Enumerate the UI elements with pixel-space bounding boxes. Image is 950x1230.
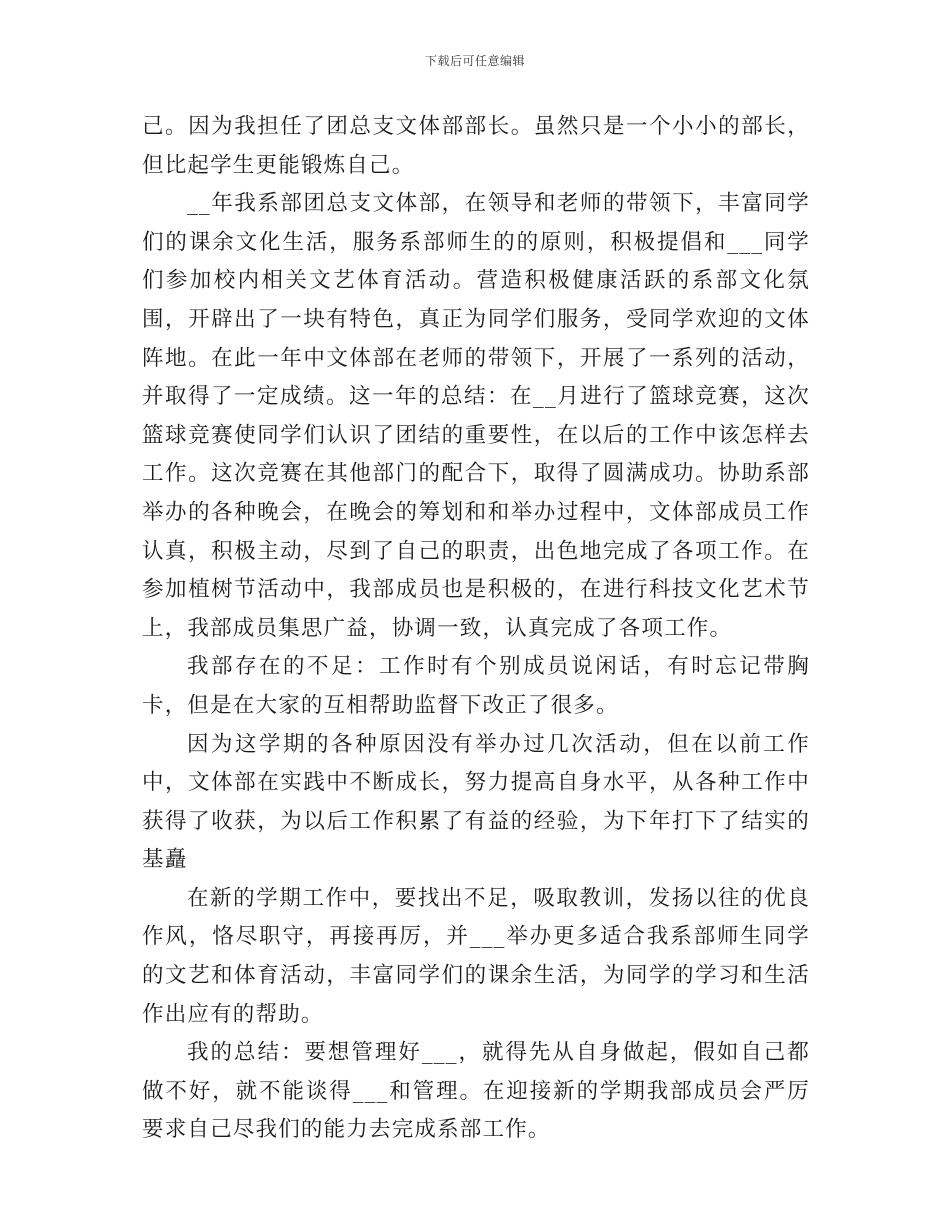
- page-header: 下载后可任意编辑: [424, 54, 525, 68]
- paragraph-1: 己。因为我担任了团总支文体部部长。虽然只是一个小小的部长，但比起学生更能锻炼自己。: [142, 114, 810, 178]
- paragraph-2: __年我系部团总支文体部，在领导和老师的带领下，丰富同学们的课余文化生活，服务系部师生的的原则，积极提倡和___同学们参加校内相关文艺体育活动。营造积极健康活跃的系部文化氛围，开辟出了一块有特色，真正为同学们服务，受同学欢迎的文体阵地。在此一年中文体部在老师的带领下，开展了一系列的活动，并取得了一定成绩。这一年的总结：在__月进行了篮球竞赛，这次篮球竞赛使同学们认识了团结的重要性，在以后的工作中该怎样去工作。这次竞赛在其他部门的配合下，取得了圆满成功。协助系部举办的各种晚会，在晚会的筹划和和举办过程中，文体部成员工作认真，积极主动，尽到了自己的职责，出色地完成了各项工作。在参加植树节活动中，我部成员也是积极的，在进行科技文化艺术节上，我部成员集思广益，协调一致，认真完成了各项工作。: [142, 191, 810, 641]
- document-body: [142, 108, 810, 1150]
- paragraph-5: 在新的学期工作中，要找出不足，吸取教训，发扬以往的优良作风，恪尽职守，再接再厉，并___举办更多适合我系部师生同学的文艺和体育活动，丰富同学们的课余生活，为同学的学习和生活作出应有的帮助。: [142, 885, 810, 1027]
- paragraph-4: 因为这学期的各种原因没有举办过几次活动，但在以前工作中，文体部在实践中不断成长，努力提高自身水平，从各种工作中获得了收获，为以后工作积累了有益的经验，为下年打下了结实的基矗: [142, 731, 810, 873]
- paragraph-6: 我的总结：要想管理好___，就得先从自身做起，假如自己都做不好，就不能谈得___和管理。在迎接新的学期我部成员会严厉要求自己尽我们的能力去完成系部工作。: [142, 1040, 810, 1143]
- paragraph-3: 我部存在的不足：工作时有个别成员说闲话，有时忘记带胸卡，但是在大家的互相帮助监督下改正了很多。: [142, 654, 810, 718]
